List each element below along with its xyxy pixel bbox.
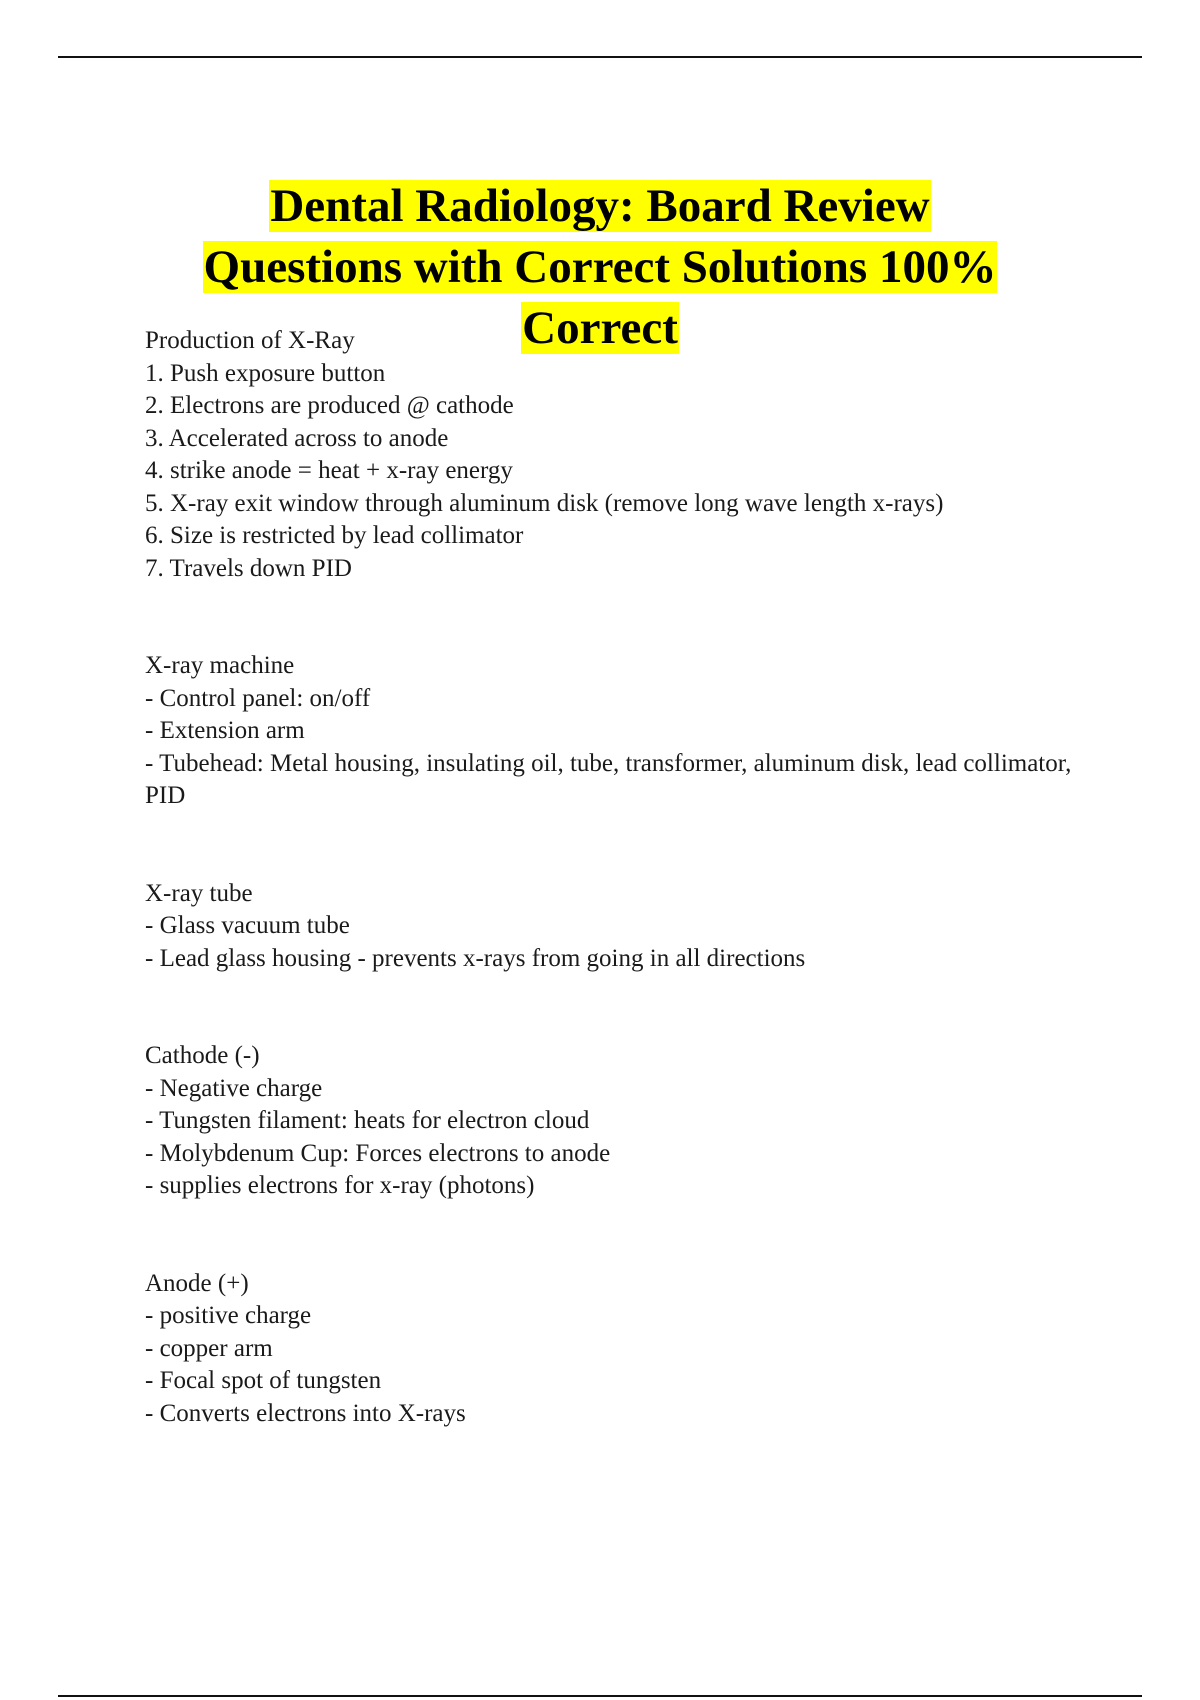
title-line-1: [0, 176, 1200, 237]
section-anode: [145, 1268, 1075, 1431]
list-item: 2. Electrons are produced @ cathode: [145, 392, 514, 419]
title-highlight-3: Correct: [522, 302, 678, 355]
list-item: - Converts electrons into X-rays: [145, 1399, 466, 1427]
section-heading: Production of X-Ray: [145, 327, 355, 354]
bottom-rule: [58, 1695, 1142, 1697]
list-item: - Focal spot of tungsten: [145, 1367, 382, 1394]
title-highlight-1: Dental Radiology: Board Review: [270, 180, 930, 233]
list-item: - Molybdenum Cup: Forces electrons to anode: [145, 1139, 611, 1167]
list-item: 6. Size is restricted by lead collimator: [145, 522, 524, 549]
list-item: - Glass vacuum tube: [145, 912, 350, 939]
document-body: [145, 325, 1075, 1430]
section-cathode: [145, 1040, 1075, 1203]
list-item: 4. strike anode = heat + x-ray energy: [145, 457, 513, 484]
section-heading: Cathode (-): [145, 1042, 260, 1069]
list-item: - Tungsten filament: heats for electron cloud: [145, 1107, 590, 1134]
section-heading: X-ray tube: [145, 879, 253, 907]
list-item: - copper arm: [145, 1334, 273, 1362]
list-item: 7. Travels down PID: [145, 554, 352, 582]
section-xray-tube: [145, 878, 1075, 976]
list-item: - Tubehead: Metal housing, insulating oil, tube, transformer, aluminum disk, lead collimator, PID: [145, 749, 1072, 809]
list-item: 1. Push exposure button: [145, 359, 386, 387]
list-item: - Control panel: on/off: [145, 684, 371, 712]
list-item: - Extension arm: [145, 717, 305, 744]
list-item: - Negative charge: [145, 1074, 323, 1102]
list-item: - supplies electrons for x-ray (photons): [145, 1172, 535, 1199]
list-item: 5. X-ray exit window through aluminum disk (remove long wave length x-rays): [145, 489, 944, 517]
top-rule: [58, 56, 1142, 58]
title-line-2: [0, 237, 1200, 298]
list-item: 3. Accelerated across to anode: [145, 424, 449, 452]
section-production-of-xray: [145, 325, 1075, 585]
title-highlight-2: Questions with Correct Solutions 100%: [203, 241, 997, 294]
list-item: - Lead glass housing - prevents x-rays from going in all directions: [145, 944, 806, 972]
section-heading: Anode (+): [145, 1269, 249, 1297]
section-heading: X-ray machine: [145, 652, 295, 679]
list-item: - positive charge: [145, 1302, 312, 1329]
section-xray-machine: [145, 650, 1075, 813]
